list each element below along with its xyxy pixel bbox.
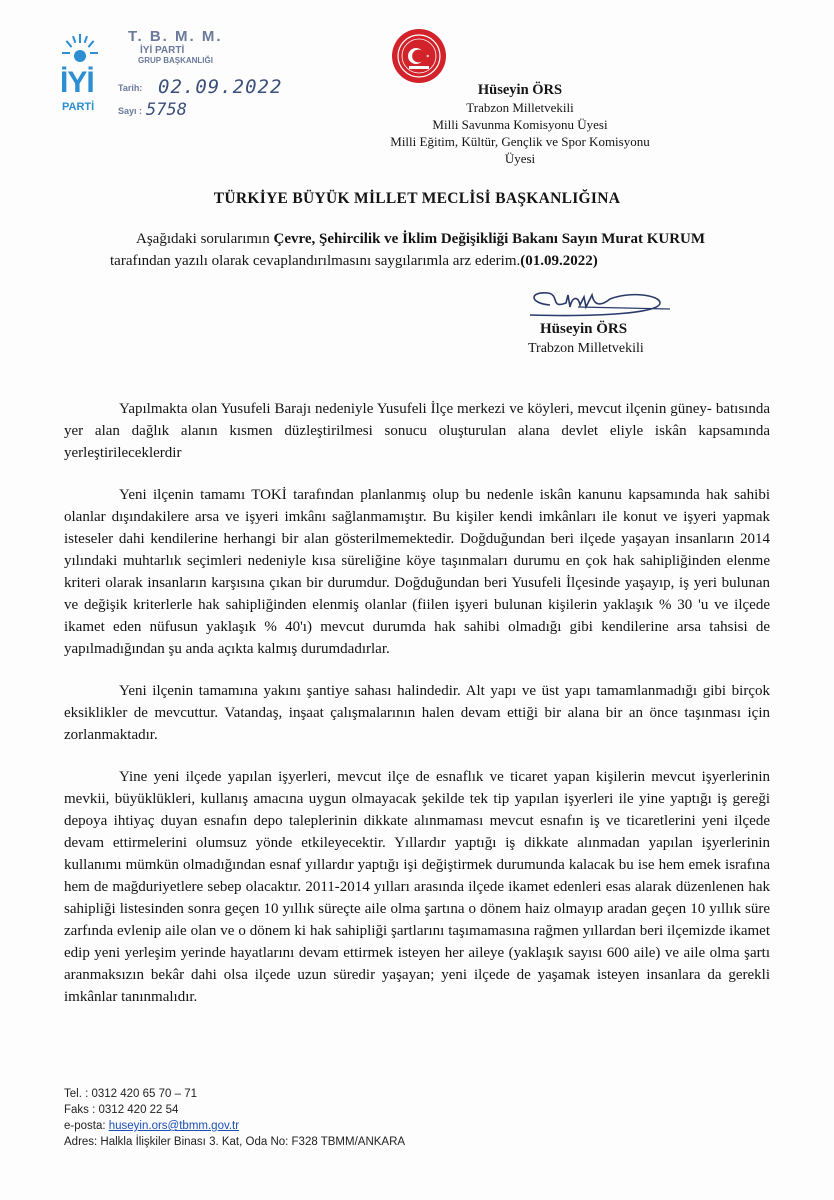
intro-paragraph [110,228,750,272]
stamp-date-label: Tarih: [118,83,143,93]
sender-name: Hüseyin ÖRS [477,82,563,98]
signature-block [520,285,700,365]
contact-footer [64,1086,405,1150]
body-paragraph: Yeni ilçenin tamamına yakını şantiye sahası halindedir. Alt yapı ve üst yapı tamamlanmadığı gibi birçok eksiklikler de mevcuttur. Vatandaş, inşaat çalışmalarının halen devam ettiği bir alana bir an önce taşınması için zorlanmaktadır. [64,683,770,743]
footer-email-label: e-posta: [64,1120,109,1132]
stamp-number-label: Sayı : [118,106,143,116]
footer-fax: Faks : 0312 420 22 54 [64,1104,179,1116]
signature-role: Trabzon Milletvekili [528,341,644,356]
stamp-date-value: 02.09.2022 [158,76,283,98]
footer-address: Adres: Halkla İlişkiler Binası 3. Kat, Oda No: F328 TBMM/ANKARA [64,1136,406,1148]
intro-date: (01.09.2022) [520,253,598,269]
intro-minister: Çevre, Şehircilik ve İklim Değişikliği Bakanı Sayın Murat KURUM [273,231,706,247]
sender-title: Trabzon Milletvekili [466,100,574,115]
intro-text-1: Aşağıdaki sorularımın [136,231,274,247]
footer-email-link[interactable]: huseyin.ors@tbmm.gov.tr [108,1120,240,1132]
document-body [64,398,770,1028]
signature-name: Hüseyin ÖRS [540,321,628,337]
logo-text: İYİ [60,66,94,99]
body-paragraph: Yeni ilçenin tamamı TOKİ tarafından planlanmış olup bu nedenle iskân kanunu kapsamında hak sahibi olanlar dışındakilere arsa ve işyeri imkânı sağlanmamıştır. Bu kişiler kendi imkânları ile konut ve işyeri yapmak isteseler dahi kendilerine herhangi bir alan gösterilmemektedir. Doğduğundan beri ilçede yaşayan insanların 2014 yılındaki muhtarlık seçimleri nedeniyle kısa süreliğine köye taşınmaları durumu en çok hak sahipliğinden elenme kriteri olarak insanların karşısına çıkan bir durumdur. Doğduğundan beri Yusufeli İlçesinde yaşayıp, iş yeri bulunan ve değişik kriterlerle hak sahipliğinden elenmiş olanlar (fiilen işyeri bulunan kişilerin yaklaşık % 30 'u ve ilçede ikamet eden nüfusun yaklaşık % 40'ı) mevcut durumda hak sahibi olmadığı gibi kendilerine arsa tahsisi de yapılmadığından şu anda açıkta kalmış durumdadırlar. [64,487,770,657]
body-paragraph: Yine yeni ilçede yapılan işyerleri, mevcut ilçe de esnaflık ve ticaret yapan kişilerin mevcut işyerlerinin mevkii, büyüklükleri, kullanış amacına uygun olmayacak şekilde tek tip yapılan işyerleri ile yine yaptığı iş gereği depoya ihtiyaç duyan esnafın depo taleplerinin dikkate alınmaması mevcut esnafın iş ve ticaretlerini yeni ilçede devam ettirmelerini olumsuz yönde etkileyecektir. Yıllardır yaptığı iş dikkate alınmadan yapılan işyerlerinin kullanımı mümkün olmadığından esnaf yıllardır yaptığı işi değiştirmek durumunda kalacak bu ise hem emek israfına hem de mağduriyetlere sebep olacaktır. 2011-2014 yılları arasında ilçede ikamet edenleri esas alarak düzenlenen hak sahipliği listesinden sonra geçen 10 yıllık süreçte aile olma şartına o dönem haiz olmayıp aradan geçen 10 yıllık süre zarfında evlenip aile olan ve o dönem ki hak sahipliği şartlarını taşımamasına rağmen yıllardan beri ilçemizde ikamet edip yeni yerleşim yerinde hayatlarını devam ettirmek isteyen her aileye (yaklaşık sayısı 600 aile) ve aile olma şartı aranmaksızın bekâr dahi olsa ilçede uzun süredir yaşayan; yeni ilçede de yaşamak isteyen insanlara da gerekli imkânlar tanınmalıdır. [64,769,770,1005]
sender-committee-2: Milli Eğitim, Kültür, Gençlik ve Spor Komisyonu Üyesi [390,134,650,166]
sender-header [300,82,660,167]
body-paragraph: Yapılmakta olan Yusufeli Barajı nedeniyle Yusufeli İlçe merkezi ve köyleri, mevcut ilçenin güney- batısında yer alan dağlık alanın kısmen düzleştirilmesi sonucu oluşturulan alana devlet eliyle iskân kapsamında yerleştirileceklerdir [64,401,770,461]
sender-committee-1: Milli Savunma Komisyonu Üyesi [432,117,608,132]
handwritten-signature [520,285,670,325]
stamp-party: İYİ PARTİ [140,45,185,56]
footer-tel: Tel. : 0312 420 65 70 – 71 [64,1088,197,1100]
document-title: TÜRKİYE BÜYÜK MİLLET MECLİSİ BAŞKANLIĞINA [213,190,621,207]
footer-email-line [64,1118,405,1134]
stamp-institution: T. B. M. M. [128,28,223,45]
sun-icon [60,30,100,68]
tbmm-emblem-icon [391,28,447,84]
logo-subtext: PARTİ [62,101,95,113]
intro-text-2: tarafından yazılı olarak cevaplandırılmasını saygılarımla arz ederim. [110,253,521,269]
stamp-office: GRUP BAŞKANLIĞI [138,56,213,65]
iyi-parti-logo [58,30,108,120]
registry-stamp [118,28,298,128]
stamp-number-value: 5758 [146,100,187,120]
